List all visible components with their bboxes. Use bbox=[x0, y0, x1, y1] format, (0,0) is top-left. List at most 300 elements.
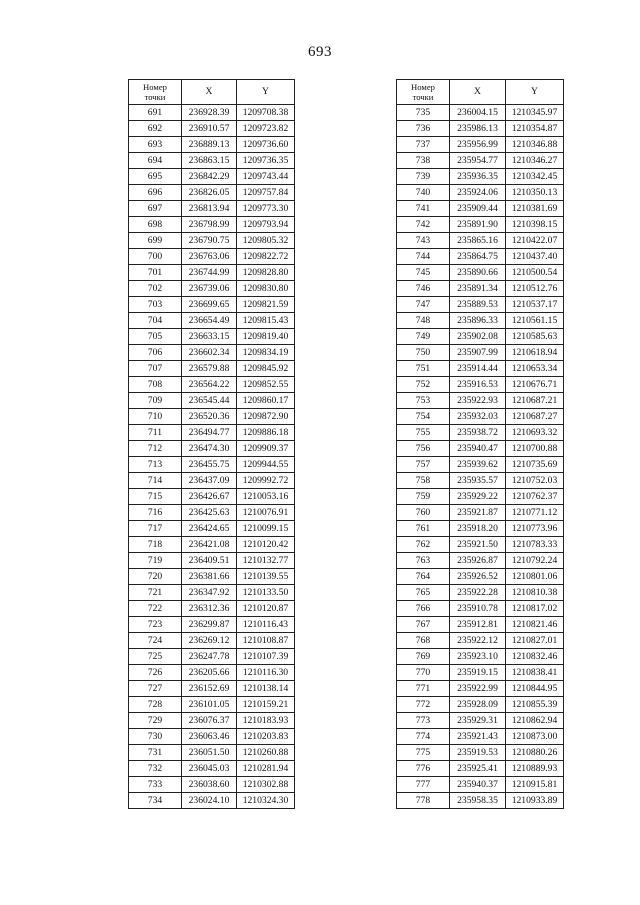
y-coordinate-cell: 1209743.44 bbox=[237, 169, 295, 185]
table-row bbox=[129, 409, 295, 425]
point-number-cell: 725 bbox=[129, 649, 182, 665]
point-number-cell: 704 bbox=[129, 313, 182, 329]
y-coordinate-cell: 1210862.94 bbox=[506, 713, 564, 729]
x-coordinate-cell: 235925.41 bbox=[450, 761, 506, 777]
coordinates-table-left bbox=[128, 79, 295, 809]
y-coordinate-cell: 1210346.88 bbox=[506, 137, 564, 153]
x-coordinate-cell: 236299.87 bbox=[182, 617, 237, 633]
x-coordinate-cell: 236381.66 bbox=[182, 569, 237, 585]
table-row bbox=[129, 281, 295, 297]
x-coordinate-cell: 236426.67 bbox=[182, 489, 237, 505]
table-row bbox=[129, 745, 295, 761]
table-row bbox=[397, 345, 564, 361]
point-number-cell: 700 bbox=[129, 249, 182, 265]
point-number-cell: 737 bbox=[397, 137, 450, 153]
point-number-cell: 764 bbox=[397, 569, 450, 585]
point-number-cell: 745 bbox=[397, 265, 450, 281]
y-coordinate-cell: 1210653.34 bbox=[506, 361, 564, 377]
x-coordinate-cell: 236654.49 bbox=[182, 313, 237, 329]
table-row bbox=[397, 425, 564, 441]
table-row bbox=[129, 793, 295, 809]
point-number-cell: 771 bbox=[397, 681, 450, 697]
x-coordinate-cell: 235864.75 bbox=[450, 249, 506, 265]
point-number-cell: 702 bbox=[129, 281, 182, 297]
y-coordinate-cell: 1210132.77 bbox=[237, 553, 295, 569]
point-number-cell: 710 bbox=[129, 409, 182, 425]
table-row bbox=[397, 409, 564, 425]
point-number-cell: 720 bbox=[129, 569, 182, 585]
point-number-cell: 709 bbox=[129, 393, 182, 409]
point-number-cell: 769 bbox=[397, 649, 450, 665]
point-number-cell: 763 bbox=[397, 553, 450, 569]
x-coordinate-cell: 235926.87 bbox=[450, 553, 506, 569]
table-row bbox=[397, 441, 564, 457]
x-coordinate-cell: 236910.57 bbox=[182, 121, 237, 137]
x-coordinate-cell: 236602.34 bbox=[182, 345, 237, 361]
x-coordinate-cell: 235922.28 bbox=[450, 585, 506, 601]
x-coordinate-cell: 235922.99 bbox=[450, 681, 506, 697]
y-coordinate-cell: 1210302.88 bbox=[237, 777, 295, 793]
point-number-cell: 713 bbox=[129, 457, 182, 473]
point-number-cell: 721 bbox=[129, 585, 182, 601]
x-coordinate-cell: 235891.90 bbox=[450, 217, 506, 233]
x-coordinate-cell: 236101.05 bbox=[182, 697, 237, 713]
y-coordinate-cell: 1210116.43 bbox=[237, 617, 295, 633]
y-coordinate-cell: 1210915.81 bbox=[506, 777, 564, 793]
x-coordinate-cell: 235922.93 bbox=[450, 393, 506, 409]
x-coordinate-cell: 236024.10 bbox=[182, 793, 237, 809]
x-coordinate-cell: 235889.53 bbox=[450, 297, 506, 313]
table-row bbox=[397, 777, 564, 793]
point-number-cell: 741 bbox=[397, 201, 450, 217]
x-coordinate-cell: 236437.09 bbox=[182, 473, 237, 489]
y-coordinate-cell: 1210350.13 bbox=[506, 185, 564, 201]
point-number-cell: 716 bbox=[129, 505, 182, 521]
table-row bbox=[397, 185, 564, 201]
table-row bbox=[397, 137, 564, 153]
point-number-cell: 778 bbox=[397, 793, 450, 809]
point-number-cell: 703 bbox=[129, 297, 182, 313]
x-coordinate-cell: 236699.65 bbox=[182, 297, 237, 313]
y-coordinate-cell: 1210512.76 bbox=[506, 281, 564, 297]
point-number-header bbox=[397, 80, 450, 105]
table-row bbox=[397, 665, 564, 681]
table-row bbox=[129, 537, 295, 553]
table-row bbox=[129, 105, 295, 121]
table-row bbox=[129, 425, 295, 441]
y-coordinate-cell: 1210585.63 bbox=[506, 329, 564, 345]
y-coordinate-cell: 1209736.35 bbox=[237, 153, 295, 169]
point-number-cell: 768 bbox=[397, 633, 450, 649]
point-number-cell: 767 bbox=[397, 617, 450, 633]
table-row bbox=[129, 713, 295, 729]
point-number-cell: 715 bbox=[129, 489, 182, 505]
x-header: X bbox=[182, 80, 237, 105]
table-row bbox=[129, 137, 295, 153]
x-coordinate-cell: 235929.31 bbox=[450, 713, 506, 729]
point-number-cell: 762 bbox=[397, 537, 450, 553]
table-row bbox=[129, 217, 295, 233]
x-coordinate-cell: 236813.94 bbox=[182, 201, 237, 217]
point-number-cell: 748 bbox=[397, 313, 450, 329]
page-number: 693 bbox=[308, 44, 332, 60]
x-coordinate-cell: 236928.39 bbox=[182, 105, 237, 121]
point-number-cell: 733 bbox=[129, 777, 182, 793]
y-coordinate-cell: 1209886.18 bbox=[237, 425, 295, 441]
x-coordinate-cell: 235914.44 bbox=[450, 361, 506, 377]
x-coordinate-cell: 236739.06 bbox=[182, 281, 237, 297]
table-row bbox=[129, 201, 295, 217]
table-row bbox=[397, 713, 564, 729]
x-coordinate-cell: 235919.53 bbox=[450, 745, 506, 761]
point-number-header-line2: точки bbox=[412, 92, 434, 102]
y-coordinate-cell: 1210817.02 bbox=[506, 601, 564, 617]
x-coordinate-cell: 235958.35 bbox=[450, 793, 506, 809]
point-number-cell: 705 bbox=[129, 329, 182, 345]
table-row bbox=[129, 729, 295, 745]
x-coordinate-cell: 236798.99 bbox=[182, 217, 237, 233]
x-coordinate-cell: 235921.50 bbox=[450, 537, 506, 553]
y-coordinate-cell: 1210381.69 bbox=[506, 201, 564, 217]
y-coordinate-cell: 1210700.88 bbox=[506, 441, 564, 457]
table-row bbox=[129, 633, 295, 649]
y-coordinate-cell: 1210821.46 bbox=[506, 617, 564, 633]
y-header: Y bbox=[506, 80, 564, 105]
table-row bbox=[129, 697, 295, 713]
y-coordinate-cell: 1210138.14 bbox=[237, 681, 295, 697]
x-coordinate-cell: 235926.52 bbox=[450, 569, 506, 585]
y-coordinate-cell: 1209828.80 bbox=[237, 265, 295, 281]
point-number-cell: 698 bbox=[129, 217, 182, 233]
point-number-cell: 708 bbox=[129, 377, 182, 393]
x-coordinate-cell: 235890.66 bbox=[450, 265, 506, 281]
x-coordinate-cell: 235986.13 bbox=[450, 121, 506, 137]
y-coordinate-cell: 1210133.50 bbox=[237, 585, 295, 601]
y-coordinate-cell: 1209757.84 bbox=[237, 185, 295, 201]
table-row bbox=[129, 569, 295, 585]
table-row bbox=[129, 249, 295, 265]
table-row bbox=[129, 297, 295, 313]
point-number-cell: 723 bbox=[129, 617, 182, 633]
x-coordinate-cell: 236455.75 bbox=[182, 457, 237, 473]
point-number-cell: 770 bbox=[397, 665, 450, 681]
x-coordinate-cell: 236633.15 bbox=[182, 329, 237, 345]
x-coordinate-cell: 235891.34 bbox=[450, 281, 506, 297]
x-coordinate-cell: 235919.15 bbox=[450, 665, 506, 681]
y-coordinate-cell: 1210561.15 bbox=[506, 313, 564, 329]
point-number-cell: 694 bbox=[129, 153, 182, 169]
y-coordinate-cell: 1210422.07 bbox=[506, 233, 564, 249]
y-coordinate-cell: 1209834.19 bbox=[237, 345, 295, 361]
table-row bbox=[397, 265, 564, 281]
table-row bbox=[397, 505, 564, 521]
point-number-cell: 711 bbox=[129, 425, 182, 441]
table-row bbox=[397, 233, 564, 249]
x-coordinate-cell: 236045.03 bbox=[182, 761, 237, 777]
x-header: X bbox=[450, 80, 506, 105]
table-row bbox=[397, 377, 564, 393]
point-number-cell: 731 bbox=[129, 745, 182, 761]
point-number-cell: 706 bbox=[129, 345, 182, 361]
point-number-cell: 772 bbox=[397, 697, 450, 713]
point-number-cell: 753 bbox=[397, 393, 450, 409]
point-number-cell: 735 bbox=[397, 105, 450, 121]
x-coordinate-cell: 235940.37 bbox=[450, 777, 506, 793]
x-coordinate-cell: 235896.33 bbox=[450, 313, 506, 329]
point-number-cell: 750 bbox=[397, 345, 450, 361]
point-number-cell: 722 bbox=[129, 601, 182, 617]
x-coordinate-cell: 236424.65 bbox=[182, 521, 237, 537]
y-coordinate-cell: 1210889.93 bbox=[506, 761, 564, 777]
point-number-cell: 718 bbox=[129, 537, 182, 553]
table-row bbox=[129, 233, 295, 249]
point-number-cell: 724 bbox=[129, 633, 182, 649]
y-coordinate-cell: 1209773.30 bbox=[237, 201, 295, 217]
x-coordinate-cell: 236826.05 bbox=[182, 185, 237, 201]
x-coordinate-cell: 235932.03 bbox=[450, 409, 506, 425]
y-coordinate-cell: 1209821.59 bbox=[237, 297, 295, 313]
y-header: Y bbox=[237, 80, 295, 105]
table-row bbox=[129, 393, 295, 409]
x-coordinate-cell: 236763.06 bbox=[182, 249, 237, 265]
coordinates-table-right bbox=[396, 79, 564, 809]
y-coordinate-cell: 1209805.32 bbox=[237, 233, 295, 249]
point-number-cell: 766 bbox=[397, 601, 450, 617]
y-coordinate-cell: 1210618.94 bbox=[506, 345, 564, 361]
x-coordinate-cell: 236425.63 bbox=[182, 505, 237, 521]
x-coordinate-cell: 235922.12 bbox=[450, 633, 506, 649]
y-coordinate-cell: 1210107.39 bbox=[237, 649, 295, 665]
table-row bbox=[397, 249, 564, 265]
table-row bbox=[397, 601, 564, 617]
y-coordinate-cell: 1210693.32 bbox=[506, 425, 564, 441]
x-coordinate-cell: 235918.20 bbox=[450, 521, 506, 537]
y-coordinate-cell: 1210933.89 bbox=[506, 793, 564, 809]
y-coordinate-cell: 1210537.17 bbox=[506, 297, 564, 313]
point-number-cell: 760 bbox=[397, 505, 450, 521]
y-coordinate-cell: 1210773.96 bbox=[506, 521, 564, 537]
x-coordinate-cell: 235929.22 bbox=[450, 489, 506, 505]
x-coordinate-cell: 236579.88 bbox=[182, 361, 237, 377]
table-row bbox=[129, 121, 295, 137]
table-row bbox=[397, 649, 564, 665]
y-coordinate-cell: 1210880.26 bbox=[506, 745, 564, 761]
y-coordinate-cell: 1209852.55 bbox=[237, 377, 295, 393]
y-coordinate-cell: 1210771.12 bbox=[506, 505, 564, 521]
table-row bbox=[129, 169, 295, 185]
point-number-cell: 729 bbox=[129, 713, 182, 729]
table-row bbox=[397, 537, 564, 553]
x-coordinate-cell: 235907.99 bbox=[450, 345, 506, 361]
table-row bbox=[129, 489, 295, 505]
x-coordinate-cell: 236076.37 bbox=[182, 713, 237, 729]
table-row bbox=[129, 521, 295, 537]
point-number-cell: 696 bbox=[129, 185, 182, 201]
table-row bbox=[397, 745, 564, 761]
y-coordinate-cell: 1210345.97 bbox=[506, 105, 564, 121]
x-coordinate-cell: 236790.75 bbox=[182, 233, 237, 249]
x-coordinate-cell: 236409.51 bbox=[182, 553, 237, 569]
table-row bbox=[129, 441, 295, 457]
y-coordinate-cell: 1210735.69 bbox=[506, 457, 564, 473]
y-coordinate-cell: 1210873.00 bbox=[506, 729, 564, 745]
y-coordinate-cell: 1210844.95 bbox=[506, 681, 564, 697]
x-coordinate-cell: 235912.81 bbox=[450, 617, 506, 633]
table-header-row bbox=[397, 80, 564, 105]
y-coordinate-cell: 1210762.37 bbox=[506, 489, 564, 505]
point-number-cell: 759 bbox=[397, 489, 450, 505]
point-number-cell: 757 bbox=[397, 457, 450, 473]
y-coordinate-cell: 1210838.41 bbox=[506, 665, 564, 681]
y-coordinate-cell: 1209708.38 bbox=[237, 105, 295, 121]
point-number-cell: 742 bbox=[397, 217, 450, 233]
table-row bbox=[129, 185, 295, 201]
point-number-cell: 736 bbox=[397, 121, 450, 137]
x-coordinate-cell: 235909.44 bbox=[450, 201, 506, 217]
x-coordinate-cell: 236312.36 bbox=[182, 601, 237, 617]
x-coordinate-cell: 236564.22 bbox=[182, 377, 237, 393]
point-number-cell: 692 bbox=[129, 121, 182, 137]
y-coordinate-cell: 1210752.03 bbox=[506, 473, 564, 489]
table-row bbox=[397, 489, 564, 505]
y-coordinate-cell: 1210832.46 bbox=[506, 649, 564, 665]
x-coordinate-cell: 236494.77 bbox=[182, 425, 237, 441]
point-number-cell: 749 bbox=[397, 329, 450, 345]
point-number-cell: 747 bbox=[397, 297, 450, 313]
y-coordinate-cell: 1210398.15 bbox=[506, 217, 564, 233]
table-row bbox=[397, 633, 564, 649]
x-coordinate-cell: 236205.66 bbox=[182, 665, 237, 681]
point-number-cell: 712 bbox=[129, 441, 182, 457]
x-coordinate-cell: 235902.08 bbox=[450, 329, 506, 345]
table-row bbox=[397, 313, 564, 329]
table-row bbox=[129, 345, 295, 361]
y-coordinate-cell: 1210342.45 bbox=[506, 169, 564, 185]
table-row bbox=[129, 505, 295, 521]
y-coordinate-cell: 1209723.82 bbox=[237, 121, 295, 137]
y-coordinate-cell: 1209830.80 bbox=[237, 281, 295, 297]
x-coordinate-cell: 236545.44 bbox=[182, 393, 237, 409]
x-coordinate-cell: 235954.77 bbox=[450, 153, 506, 169]
point-number-header-line2: точки bbox=[144, 92, 166, 102]
table-row bbox=[397, 105, 564, 121]
y-coordinate-cell: 1210855.39 bbox=[506, 697, 564, 713]
point-number-cell: 758 bbox=[397, 473, 450, 489]
y-coordinate-cell: 1210139.55 bbox=[237, 569, 295, 585]
point-number-cell: 743 bbox=[397, 233, 450, 249]
table-row bbox=[397, 729, 564, 745]
table-row bbox=[397, 617, 564, 633]
table-row bbox=[397, 681, 564, 697]
y-coordinate-cell: 1210116.30 bbox=[237, 665, 295, 681]
table-row bbox=[129, 457, 295, 473]
y-coordinate-cell: 1209815.43 bbox=[237, 313, 295, 329]
table-row bbox=[129, 585, 295, 601]
x-coordinate-cell: 235924.06 bbox=[450, 185, 506, 201]
y-coordinate-cell: 1210159.21 bbox=[237, 697, 295, 713]
x-coordinate-cell: 235956.99 bbox=[450, 137, 506, 153]
table-row bbox=[397, 281, 564, 297]
point-number-cell: 730 bbox=[129, 729, 182, 745]
x-coordinate-cell: 235935.57 bbox=[450, 473, 506, 489]
point-number-cell: 773 bbox=[397, 713, 450, 729]
y-coordinate-cell: 1210783.33 bbox=[506, 537, 564, 553]
x-coordinate-cell: 236063.46 bbox=[182, 729, 237, 745]
point-number-cell: 754 bbox=[397, 409, 450, 425]
x-coordinate-cell: 236889.13 bbox=[182, 137, 237, 153]
table-row bbox=[129, 473, 295, 489]
point-number-cell: 732 bbox=[129, 761, 182, 777]
y-coordinate-cell: 1210687.27 bbox=[506, 409, 564, 425]
table-row bbox=[129, 553, 295, 569]
x-coordinate-cell: 235936.35 bbox=[450, 169, 506, 185]
table-row bbox=[129, 265, 295, 281]
table-row bbox=[397, 473, 564, 489]
x-coordinate-cell: 236038.60 bbox=[182, 777, 237, 793]
x-coordinate-cell: 235921.87 bbox=[450, 505, 506, 521]
x-coordinate-cell: 235921.43 bbox=[450, 729, 506, 745]
x-coordinate-cell: 236247.78 bbox=[182, 649, 237, 665]
x-coordinate-cell: 235938.72 bbox=[450, 425, 506, 441]
point-number-cell: 752 bbox=[397, 377, 450, 393]
table-row bbox=[397, 153, 564, 169]
y-coordinate-cell: 1209819.40 bbox=[237, 329, 295, 345]
table-row bbox=[397, 217, 564, 233]
y-coordinate-cell: 1209992.72 bbox=[237, 473, 295, 489]
table-row bbox=[129, 649, 295, 665]
point-number-cell: 761 bbox=[397, 521, 450, 537]
table-row bbox=[397, 697, 564, 713]
y-coordinate-cell: 1210810.38 bbox=[506, 585, 564, 601]
y-coordinate-cell: 1210687.21 bbox=[506, 393, 564, 409]
point-number-cell: 719 bbox=[129, 553, 182, 569]
y-coordinate-cell: 1210203.83 bbox=[237, 729, 295, 745]
point-number-header-line1: Номер bbox=[411, 82, 435, 92]
table-row bbox=[397, 585, 564, 601]
table-row bbox=[397, 201, 564, 217]
table-row bbox=[129, 313, 295, 329]
table-row bbox=[129, 329, 295, 345]
y-coordinate-cell: 1209793.94 bbox=[237, 217, 295, 233]
x-coordinate-cell: 236474.30 bbox=[182, 441, 237, 457]
y-coordinate-cell: 1210792.24 bbox=[506, 553, 564, 569]
y-coordinate-cell: 1209872.90 bbox=[237, 409, 295, 425]
y-coordinate-cell: 1209822.72 bbox=[237, 249, 295, 265]
point-number-cell: 697 bbox=[129, 201, 182, 217]
point-number-cell: 751 bbox=[397, 361, 450, 377]
y-coordinate-cell: 1210324.30 bbox=[237, 793, 295, 809]
point-number-cell: 740 bbox=[397, 185, 450, 201]
x-coordinate-cell: 236347.92 bbox=[182, 585, 237, 601]
table-row bbox=[129, 777, 295, 793]
x-coordinate-cell: 236842.29 bbox=[182, 169, 237, 185]
y-coordinate-cell: 1210346.27 bbox=[506, 153, 564, 169]
table-row bbox=[397, 297, 564, 313]
y-coordinate-cell: 1209736.60 bbox=[237, 137, 295, 153]
table-row bbox=[129, 761, 295, 777]
table-row bbox=[129, 665, 295, 681]
point-number-cell: 739 bbox=[397, 169, 450, 185]
point-number-cell: 693 bbox=[129, 137, 182, 153]
point-number-cell: 691 bbox=[129, 105, 182, 121]
point-number-header bbox=[129, 80, 182, 105]
point-number-cell: 717 bbox=[129, 521, 182, 537]
point-number-cell: 746 bbox=[397, 281, 450, 297]
x-coordinate-cell: 236520.36 bbox=[182, 409, 237, 425]
x-coordinate-cell: 235910.78 bbox=[450, 601, 506, 617]
point-number-cell: 776 bbox=[397, 761, 450, 777]
table-row bbox=[129, 601, 295, 617]
